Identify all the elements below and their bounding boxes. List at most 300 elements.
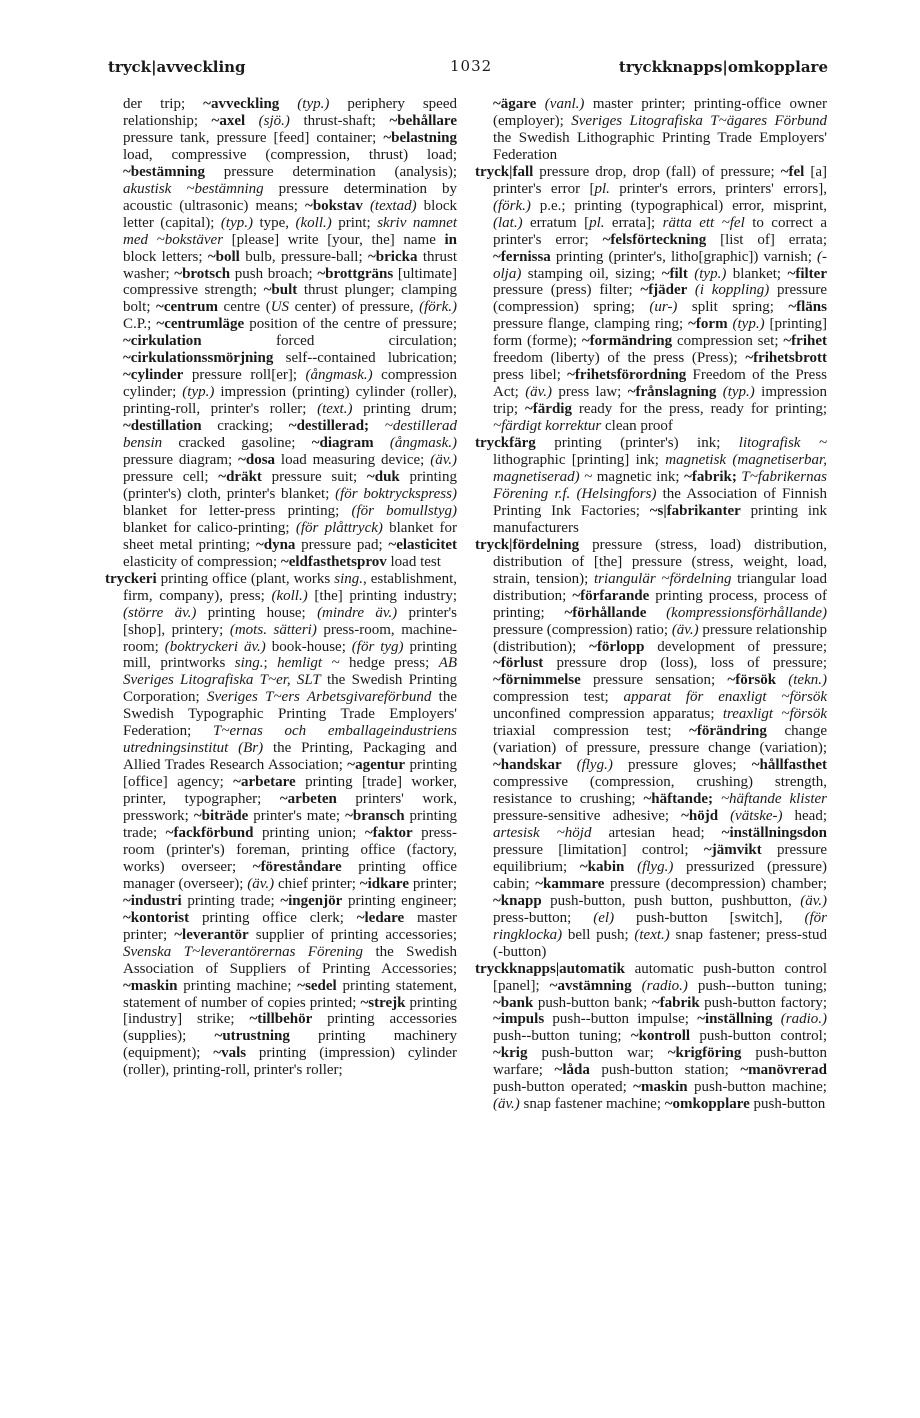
entry-continuation [105,96,457,571]
definition-text: [a] printer's error [ [493,163,828,197]
definition-text: [ultimate] compressive strength; [123,265,457,299]
italic-label: (för ringklocka) [493,909,828,943]
definition-text: pressure cell; [123,468,219,485]
definition-text: pressure determination by acoustic (ultrasonic) means; [123,180,457,214]
definition-text: printing office (plant, works [156,570,335,587]
headword: ~frihetsbrott [745,350,827,367]
headword: ~föreståndare [252,858,342,875]
definition-text: push broach; [230,265,318,282]
italic-label: (text.) [317,401,353,418]
definition-text: compression set; [672,333,784,350]
definition-text: blanket for calico-printing; [123,519,296,536]
definition-text: chief printer; [274,875,360,892]
headword: ~krig [493,1045,528,1062]
italic-label: (vanl.) [544,96,585,112]
definition-text: [the] printing industry; [307,587,457,604]
definition-text: clean proof [601,418,673,435]
italic-label: (äv.) [671,621,699,638]
definition-text: the Swedish Printing Corporation; [123,672,457,706]
headword: ~agentur [347,757,406,774]
italic-label: (ur-) [649,299,678,316]
headword: ~höjd [681,808,731,825]
headword: ~fläns [788,299,827,316]
definition-text: printer's mate; [248,808,346,825]
italic-label: akustisk ~bestämning [123,180,264,197]
definition-text: push-button factory; [699,994,827,1011]
italic-label: ~häftande klister [720,791,827,808]
definition-text: self--contained lubrication; [273,350,457,367]
italic-label: (ångmask.) [305,367,373,384]
definition-text: cracking; [201,418,289,435]
running-head-left: tryck|avveckling [108,58,246,76]
definition-text: press-room, machine-room; [123,621,458,655]
italic-label: (för bomullstyg) [351,502,457,519]
italic-label: (kompressionsförhållande) [666,604,827,621]
italic-label: (el) [593,909,615,926]
definition-text: impression (printing) cylinder (roller), printing-roll, printer's roller; [123,384,457,418]
definition-text: the Swedish Typographic Printing Trade Employers' Federation; [123,689,457,740]
italic-label: (koll.) [271,587,308,604]
headword: ~avveckling [203,96,298,112]
headword: ~diagram [311,435,390,452]
definition-text: errata]; [604,214,663,231]
italic-label: Svenska T~leverantörernas Förening [123,943,364,960]
italic-label: (mots. sätteri) [229,621,317,638]
italic-label: (för tyg) [351,638,404,655]
headword: ~förfarande [572,587,650,604]
italic-label: sing. [234,655,264,672]
headword: ~krigföring [667,1045,742,1062]
headword: ~elasticitet [388,536,457,553]
headword: ~omkopplare [664,1096,750,1113]
headword: ~brotsch [174,265,231,282]
headword: ~strejk [360,994,406,1011]
definition-text: printing [industry] strike; [123,994,457,1028]
definition-text: printer; [408,875,457,892]
italic-label: (tekn.) [788,672,827,689]
definition-text: push-button warfare; [493,1045,827,1079]
headword: ~arbeten [279,791,337,808]
definition-text: split spring; [677,299,789,316]
headword: ~utrustning [214,1028,290,1045]
italic-label: (lat.) [493,214,523,231]
definition-text: pressure sensation; [580,672,728,689]
page-number: 1032 [450,57,493,75]
italic-label: (sjö.) [258,112,290,129]
definition-text: printers' work, presswork; [123,791,457,825]
definition-text: position of the centre of pressure; [244,316,457,333]
definition-text: development of pressure; [644,638,827,655]
italic-label: apparat för enaxligt ~försök [623,689,827,706]
italic-label: (textad) [369,197,417,214]
definition-text: pressure (stress, load) distribution, distribution of [the] pressure (stress, weight, load, strain, tension); [493,536,827,587]
italic-label: rätta ett ~fel [662,214,745,231]
definition-text: pressure diagram; [123,452,239,469]
definition-text: master printer; [123,909,457,943]
italic-label: sing. [334,570,363,587]
headword: ~vals [213,1045,247,1062]
italic-label: (text.) [634,926,670,943]
headword: tryck|fall [475,163,534,180]
headword: ~förlopp [589,638,645,655]
dictionary-entry [475,961,827,1114]
headword: ~knapp [493,892,542,909]
italic-label: T~fabrikernas Förening r.f. (Helsingfors) [493,468,827,502]
definition-text: printing [office] agency; [123,757,458,791]
headword: tryckeri [105,570,157,587]
italic-label: (boktryckeri äv.) [164,638,266,655]
definition-text: stamping oil, sizing; [521,265,662,282]
definition-text: supplier of printing accessories; [248,926,457,943]
headword: ~impuls [493,1011,545,1028]
headword: ~destillerad; [288,418,385,435]
definition-text: push-button [switch], [614,909,805,926]
definition-text: pressure pad; [295,536,389,553]
headword: ~inställningsdon [721,824,827,841]
page-header [108,58,828,82]
definition-text: pressure-sensitive adhesive; [493,808,682,825]
headword: ~sedel [297,977,337,994]
definition-text: blanket; [726,265,788,282]
headword: ~maskin [123,977,178,994]
italic-label: (koll.) [295,214,332,231]
headword: ~kammare [535,875,605,892]
headword: ~s|fabrikanter [649,502,741,519]
definition-text: push-button [749,1096,826,1113]
italic-label: pl. [589,214,605,231]
headword: ~centrumläge [156,316,245,333]
definition-text: push-button operated; [493,1079,634,1096]
headword: ~arbetare [233,774,296,791]
definition-text: press law; [551,384,628,401]
headword: ~ägare [493,96,545,112]
definition-text: printing office manager (overseer); [123,858,457,892]
headword: ~dyna [255,536,296,553]
definition-text: ; [263,655,278,672]
definition-text: printing (printer's, litho[graphic]) varnish; [550,248,817,265]
definition-text: , establishment, firm, company), press; [123,570,457,604]
definition-text: printing engineer; [342,892,457,909]
definition-text: Freedom of the Press Act; [493,367,828,401]
headword: ~bricka [368,248,418,265]
definition-text: printing process, process of printing; [493,587,827,621]
italic-label: (äv.) [800,892,827,909]
definition-text: freedom (liberty) of the press (Press); [493,350,746,367]
headword: tryckknapps|automatik [475,960,625,977]
headword: ~felsförteckning [602,231,707,248]
headword: ~industri [123,892,182,909]
definition-text: push--button tuning; [687,977,828,994]
definition-text: C.P.; [123,316,157,333]
italic-label: (för plåttryck) [295,519,383,536]
headword: ~förhållande [564,604,667,621]
italic-label: (typ.) [732,316,765,333]
definition-text: book-house; [265,638,352,655]
definition-text: press-room (printer's) foreman, printing office (factory, works) overseer; [123,824,457,875]
right-column [475,96,827,1113]
definition-text: automatic push-button control [panel]; [493,960,827,994]
headword: ~biträde [193,808,249,825]
headword: ~kontroll [630,1028,691,1045]
italic-label: T~ernas och emballageindustriens utredningsinstitut (Br) [123,723,457,757]
dictionary-entry [105,571,457,1080]
headword: ~axel [211,112,259,129]
left-column [105,96,457,1079]
italic-label: ~destillerad bensin [123,418,457,452]
headword: ~fabrik; [684,468,742,485]
definition-text: load measuring device; [275,452,431,469]
definition-text: thrust plunger; clamping bolt; [123,282,457,316]
italic-label: US [270,299,290,316]
italic-label: pl. [594,180,610,197]
italic-label: triangulär ~fördelning [594,570,732,587]
headword: tryckfärg [475,435,536,452]
headword: ~cirkulationssmörjning [123,350,274,367]
definition-text: the Swedish Lithographic Printing Trade Employers' Federation [493,129,827,163]
headword: ~formändring [581,333,673,350]
definition-text: [please] write [your, the] name [223,231,445,248]
definition-text: printing machine; [177,977,298,994]
definition-text: magnetic ink; [592,468,685,485]
italic-label: (flyg.) [576,757,613,774]
italic-label: skriv namnet med ~bokstäver [123,214,457,248]
definition-text: head; [782,808,827,825]
definition-text: pressure suit; [261,468,367,485]
headword: ~frihetsförordning [567,367,687,384]
headword: in [444,231,458,248]
definition-text: the Association of Finnish Printing Ink Factories; [493,485,827,519]
headword: ~belastning [383,129,457,146]
definition-text: printing office clerk; [189,909,357,926]
definition-text: erratum [ [522,214,590,231]
italic-label: (förk.) [419,299,457,316]
definition-text: artesian head; [591,824,722,841]
headword: ~handskar [493,757,577,774]
headword: ~låda [554,1062,590,1079]
italic-label: Sveriges T~ers Arbetsgivareförbund [206,689,432,706]
definition-text: printing mill, printworks [123,638,457,672]
headword: ~leverantör [174,926,249,943]
definition-text: printing union; [253,824,365,841]
definition-text: printing accessories (supplies); [123,1011,457,1045]
headword: ~ingenjör [280,892,343,909]
definition-text: printer's [shop], printery; [123,604,457,638]
definition-text: der trip; [123,96,204,112]
definition-text: hedge press; [339,655,439,672]
definition-text: pressure determination (analysis); [204,163,457,180]
definition-text: compression test; [493,689,624,706]
definition-text: push-button machine; [687,1079,827,1096]
headword: ~manövrerad [740,1062,827,1079]
headword: ~idkare [359,875,409,892]
definition-text: printing (printer's) cloth, printer's blanket; [123,468,457,502]
definition-text: p.e.; printing (typographical) error, misprint, [530,197,827,214]
headword: ~förlust [493,655,544,672]
definition-text: forced circulation; [201,333,457,350]
definition-text: periphery speed relationship; [123,96,457,129]
headword: ~tillbehör [249,1011,313,1028]
definition-text: load, compressive (compression, thrust) load; [123,146,457,163]
headword: ~boll [207,248,240,265]
italic-label: litografisk ~ [738,435,827,452]
italic-label: (typ.) [694,265,727,282]
definition-text: centre ( [218,299,271,316]
definition-text: pressurized (pressure) cabin; [493,858,827,892]
headword: ~häftande; [643,791,721,808]
headword: ~fjäder [640,282,695,299]
headword: ~faktor [364,824,413,841]
headword: ~centrum [156,299,218,316]
headword: ~frihet [783,333,827,350]
definition-text: elasticity of compression; [123,553,281,570]
headword: ~brottgräns [317,265,394,282]
headword: ~förnimmelse [493,672,581,689]
definition-text: pressure (press) filter; [493,282,641,299]
headword: ~bransch [345,808,405,825]
definition-text: pressure gloves; [612,757,752,774]
definition-text: snap fastener machine; [519,1096,665,1113]
definition-text: push-button control; [690,1028,828,1045]
definition-text: print; [331,214,378,231]
headword: ~förändring [689,723,767,740]
definition-text: push-button war; [527,1045,668,1062]
definition-text: printing (impression) cylinder (roller), printing-roll, printer's roller; [123,1045,457,1079]
italic-label: (äv.) [493,1096,520,1113]
headword: ~hållfasthet [751,757,827,774]
headword: ~duk [366,468,400,485]
definition-text: thrust-shaft; [289,112,390,129]
italic-label: (ångmask.) [389,435,457,452]
definition-text: triaxial compression test; [493,723,690,740]
definition-text: ready for the press, ready for printing; [571,401,827,418]
definition-text: pressure relationship (distribution); [493,621,827,655]
italic-label: ~färdigt korrektur [493,418,602,435]
italic-label: (för boktryckspress) [335,485,457,502]
definition-text: [printing] form (forme); [493,316,828,350]
definition-text: printing house; [196,604,318,621]
dictionary-entry [475,435,827,537]
definition-text: load test [386,553,441,570]
headword: tryck|fördelning [475,536,580,553]
definition-text: block letter (capital); [123,197,457,231]
definition-text: press-button; [493,909,594,926]
definition-text: printing (printer's) ink; [535,435,739,452]
headword: ~frånslagning [627,384,723,401]
italic-label: (typ.) [220,214,253,231]
definition-text: push--button impulse; [544,1011,698,1028]
headword: ~ledare [356,909,405,926]
definition-text: type, [252,214,296,231]
definition-text: the Printing, Packaging and Allied Trades Research Association; [123,740,457,774]
definition-text: printing ink manufacturers [493,502,827,536]
headword: ~inställning [697,1011,781,1028]
italic-label: (mindre äv.) [317,604,398,621]
definition-text: pressure roll[er]; [183,367,306,384]
headword: ~jämvikt [703,841,762,858]
definition-text: lithographic [printing] ink; [493,452,666,469]
definition-text: cracked gasoline; [162,435,312,452]
definition-text: bell push; [562,926,635,943]
headword: ~kontorist [123,909,190,926]
italic-label: Sveriges Litografiska T~ägares Förbund [571,112,827,129]
entry-continuation [475,96,827,164]
definition-text: blanket for sheet metal printing; [123,519,458,553]
headword: ~fernissa [493,248,551,265]
italic-label: (typ.) [182,384,215,401]
italic-label: artesisk ~höjd [493,824,592,841]
headword: ~dräkt [218,468,262,485]
italic-label: (förk.) [493,197,531,214]
italic-label: (i koppling) [694,282,770,299]
definition-text: pressure (decompression) chamber; [604,875,827,892]
italic-label: (typ.) [722,384,755,401]
definition-text: block letters; [123,248,208,265]
headword: ~destillation [123,418,202,435]
definition-text: compressive (compression, crushing) strength, resistance to crushing; [493,774,827,808]
headword: ~bestämning [123,163,205,180]
italic-label: (vätske-) [730,808,783,825]
headword: ~dosa [238,452,276,469]
definition-text: push--button tuning; [493,1028,631,1045]
italic-label: (äv.) [525,384,552,401]
italic-label: (äv.) [430,452,457,469]
definition-text: [list of] errata; [706,231,828,248]
headword: ~försök [727,672,789,689]
headword: ~bank [493,994,534,1011]
definition-text: thrust washer; [123,248,457,282]
definition-text: pressure [limitation] control; [493,841,704,858]
headword: ~kabin [579,858,638,875]
definition-text: center) of pressure, [289,299,420,316]
italic-label: hemligt ~ [277,655,340,672]
headword: ~färdig [524,401,572,418]
definition-text: change (variation) of pressure, pressure change (variation); [493,723,827,757]
italic-label: (radio.) [641,977,688,994]
definition-text: printing trade; [181,892,281,909]
italic-label: (typ.) [297,96,330,112]
definition-text: bulb, pressure-ball; [239,248,368,265]
headword: ~filt [661,265,695,282]
definition-text: printing [trade] worker, printer, typographer; [123,774,457,808]
definition-text: push-button, push button, pushbutton, [541,892,801,909]
running-head-right: tryckknapps|omkopplare [618,58,828,76]
headword: ~maskin [633,1079,688,1096]
definition-text: printing drum; [352,401,458,418]
definition-text: to correct a printer's error; [493,214,827,248]
definition-text: pressure drop (loss), loss of pressure; [543,655,827,672]
headword: ~fel [780,163,805,180]
definition-text: triangular load distribution; [493,570,828,604]
definition-text: the Swedish Association of Suppliers of Printing Accessories; [123,943,457,977]
definition-text: pressure (compression) ratio; [493,621,672,638]
headword: ~cylinder [123,367,184,384]
headword: ~behållare [389,112,457,129]
definition-text: printer's errors, printers' errors], [609,180,827,197]
italic-label: magnetisk (magnetiserbar, magnetiserad) ~ [493,452,827,485]
headword: ~cirkulation [123,333,202,350]
definition-text: printing machinery (equipment); [123,1028,457,1062]
headword: ~eldfasthetsprov [280,553,387,570]
italic-label: (äv.) [247,875,275,892]
headword: ~avstämning [549,977,642,994]
definition-text: pressure (compression) spring; [493,282,827,316]
definition-text: blanket for letter-press printing; [123,502,352,519]
italic-label: AB Sveriges Litografiska T~er, SLT [123,655,458,689]
italic-label: (radio.) [780,1011,827,1028]
italic-label: treaxligt ~försök [722,706,827,723]
definition-text: snap fastener; press-stud (-button) [493,926,827,960]
definition-text: master printer; printing-office owner (employer); [493,96,827,129]
